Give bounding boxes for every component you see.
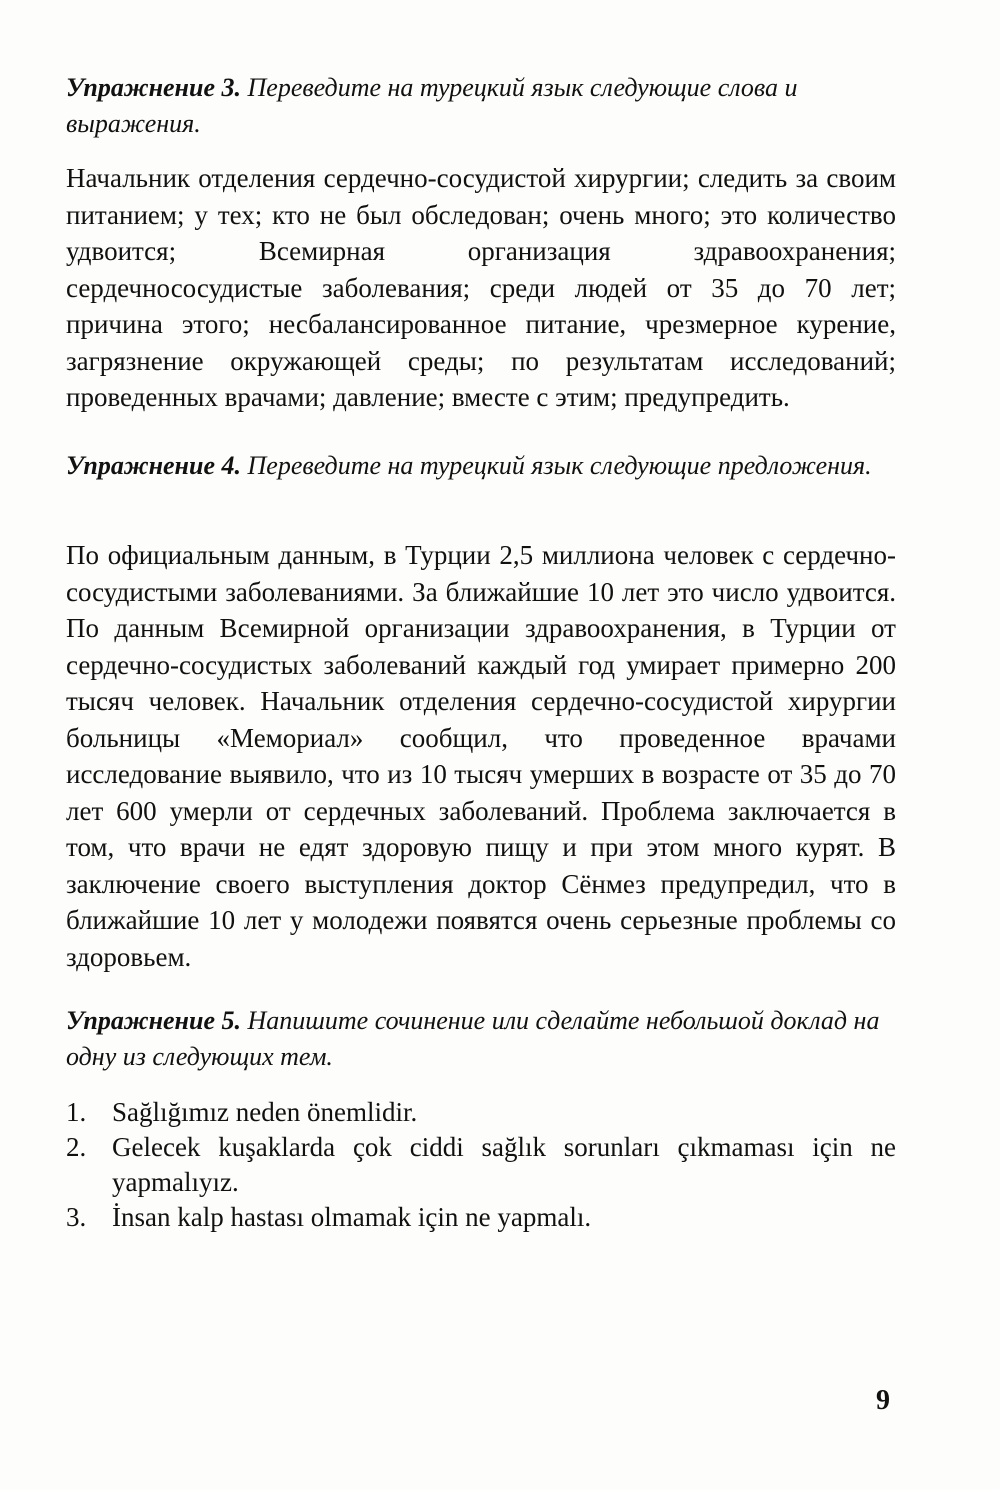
- list-item-number: 1.: [66, 1097, 87, 1127]
- list-item-text: Gelecek kuşaklarda çok ciddi sağlık sorunları çıkmaması için ne yapmalıyız.: [112, 1132, 896, 1197]
- exercise-4-heading: [66, 448, 896, 484]
- exercise-5-label: Упражнение 5.: [66, 1006, 241, 1035]
- page-number: 9: [876, 1385, 890, 1416]
- list-item: [66, 1095, 896, 1130]
- exercise-4-text: По официальным данным, в Турции 2,5 миллиона человек с сердечно-сосудистыми заболеваниями. За ближайшие 10 лет это число удвоится. По данным Всемирной организации здравоохранения, в Турции от сердечно-сосудистых заболеваний каждый год умирает примерно 200 тысяч человек. Начальник отделения сердечно-сосудистой хирургии больницы «Мемориал» сообщил, что проведенное врачами исследование выявило, что из 10 тысяч умерших в возрасте от 35 до 70 лет 600 умерли от сердечных заболеваний. Проблема заключается в том, что врачи не едят здоровую пищу и при этом много курят. В заключение своего выступления доктор Сёнмез предупредил, что в ближайшие 10 лет у молодежи появятся очень серьезные проблемы со здоровьем.: [66, 540, 896, 972]
- list-item-number: 3.: [66, 1202, 87, 1232]
- exercise-3-heading: [66, 70, 896, 142]
- exercise-4-label: Упражнение 4.: [66, 451, 241, 480]
- topic-list: [66, 1095, 896, 1235]
- list-item-number: 2.: [66, 1132, 87, 1162]
- list-item-text: İnsan kalp hastası olmamak için ne yapmalı.: [112, 1202, 592, 1232]
- exercise-3-label: Упражнение 3.: [66, 73, 241, 102]
- exercise-3-instruction: Переведите на турецкий язык следующие слова и выражения.: [66, 73, 798, 138]
- list-item-text: Sağlığımız neden önemlidir.: [112, 1097, 418, 1127]
- exercise-3-text: Начальник отделения сердечно-сосудистой хирургии; следить за своим питанием; у тех; кто не был обследован; очень много; это количество удвоится; Всемирная организация здравоохранения; сердечнососудистые заболевания; среди людей от 35 до 70 лет; причина этого; несбалансированное питание, чрезмерное курение, загрязнение окружающей среды; по результатам исследований; проведенных врачами; давление; вместе с этим; предупредить.: [66, 163, 896, 412]
- exercise-5-heading: [66, 1003, 896, 1075]
- list-item: [66, 1200, 896, 1235]
- exercise-5-instruction: Напишите сочинение или сделайте небольшой доклад на одну из следующих тем.: [66, 1006, 880, 1071]
- exercise-4-instruction: Переведите на турецкий язык следующие предложения.: [247, 451, 872, 480]
- list-item: [66, 1130, 896, 1200]
